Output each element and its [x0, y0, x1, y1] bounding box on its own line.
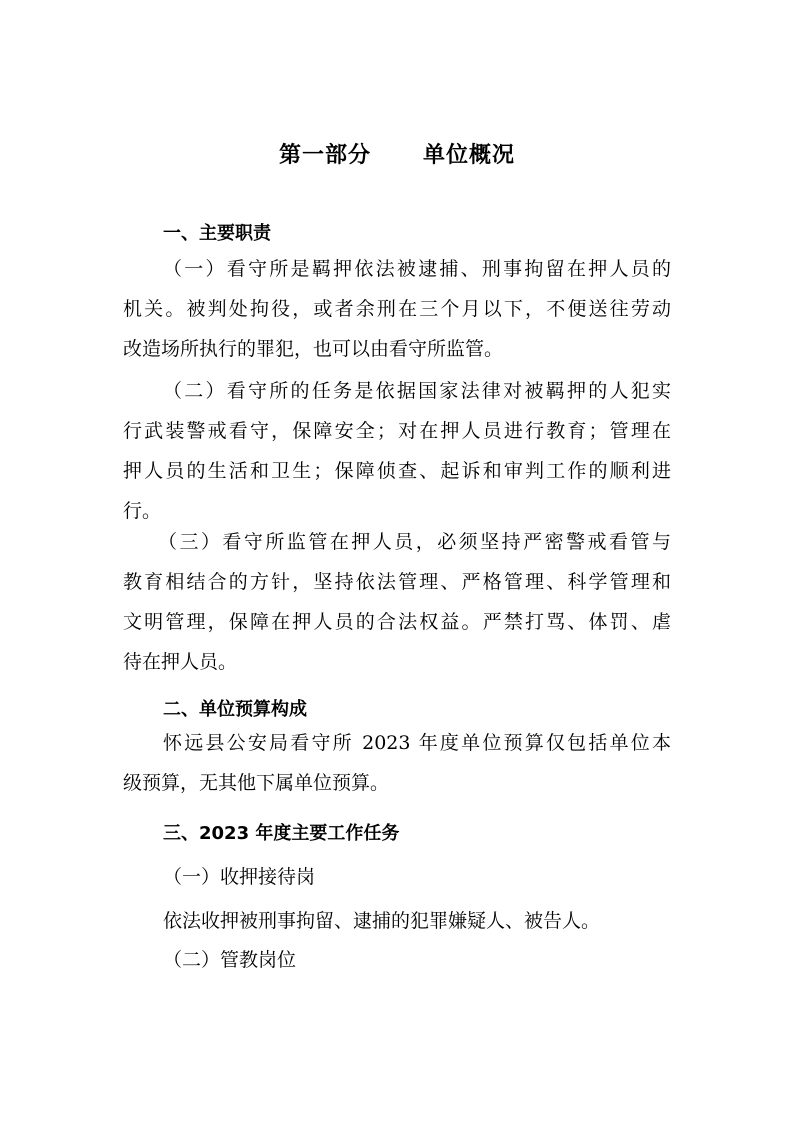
- section-heading-main-duties: 一、主要职责: [163, 223, 271, 244]
- section-heading-budget-structure: 二、单位预算构成: [163, 699, 307, 720]
- text-line: 级预算，无其他下属单位预算。: [123, 772, 390, 794]
- text-line: 机关。被判处拘役，或者余刑在三个月以下，不便送往劳动: [123, 298, 671, 320]
- text-line: 待在押人员。: [123, 651, 238, 673]
- section-heading-work-tasks: 三、2023 年度主要工作任务: [163, 823, 400, 844]
- text-line: （三）看守所监管在押人员，必须坚持严密警戒看管与: [158, 531, 671, 553]
- text-line: 文明管理，保障在押人员的合法权益。严禁打骂、体罚、虐: [123, 611, 671, 633]
- paragraph-budget: [123, 723, 671, 803]
- text-line: （二）看守所的任务是依据国家法律对被羁押的人犯实: [163, 380, 671, 402]
- page-title: 第一部分 单位概况: [279, 143, 515, 168]
- text-line: 行武装警戒看守，保障安全；对在押人员进行教育；管理在: [123, 420, 671, 442]
- text-line: 行。: [123, 500, 162, 522]
- paragraph-duty-3: [123, 522, 671, 682]
- text-line: 改造场所执行的罪犯，也可以由看守所监管。: [123, 338, 504, 360]
- subheading-reception-post: （一）收押接待岗: [163, 866, 316, 888]
- text-line: （一）看守所是羁押依法被逮捕、刑事拘留在押人员的: [163, 258, 671, 280]
- text-line: 怀远县公安局看守所 2023 年度单位预算仅包括单位本: [163, 732, 671, 754]
- paragraph-duty-1: [123, 249, 671, 369]
- text-line: 教育相结合的方针，坚持依法管理、严格管理、科学管理和: [123, 571, 671, 593]
- text-line: 押人员的生活和卫生；保障侦查、起诉和审判工作的顺利进: [123, 460, 671, 482]
- subheading-education-post: （二）管教岗位: [163, 949, 297, 971]
- paragraph-reception: 依法收押被刑事拘留、逮捕的犯罪嫌疑人、被告人。: [163, 910, 601, 932]
- paragraph-duty-2: [123, 371, 671, 531]
